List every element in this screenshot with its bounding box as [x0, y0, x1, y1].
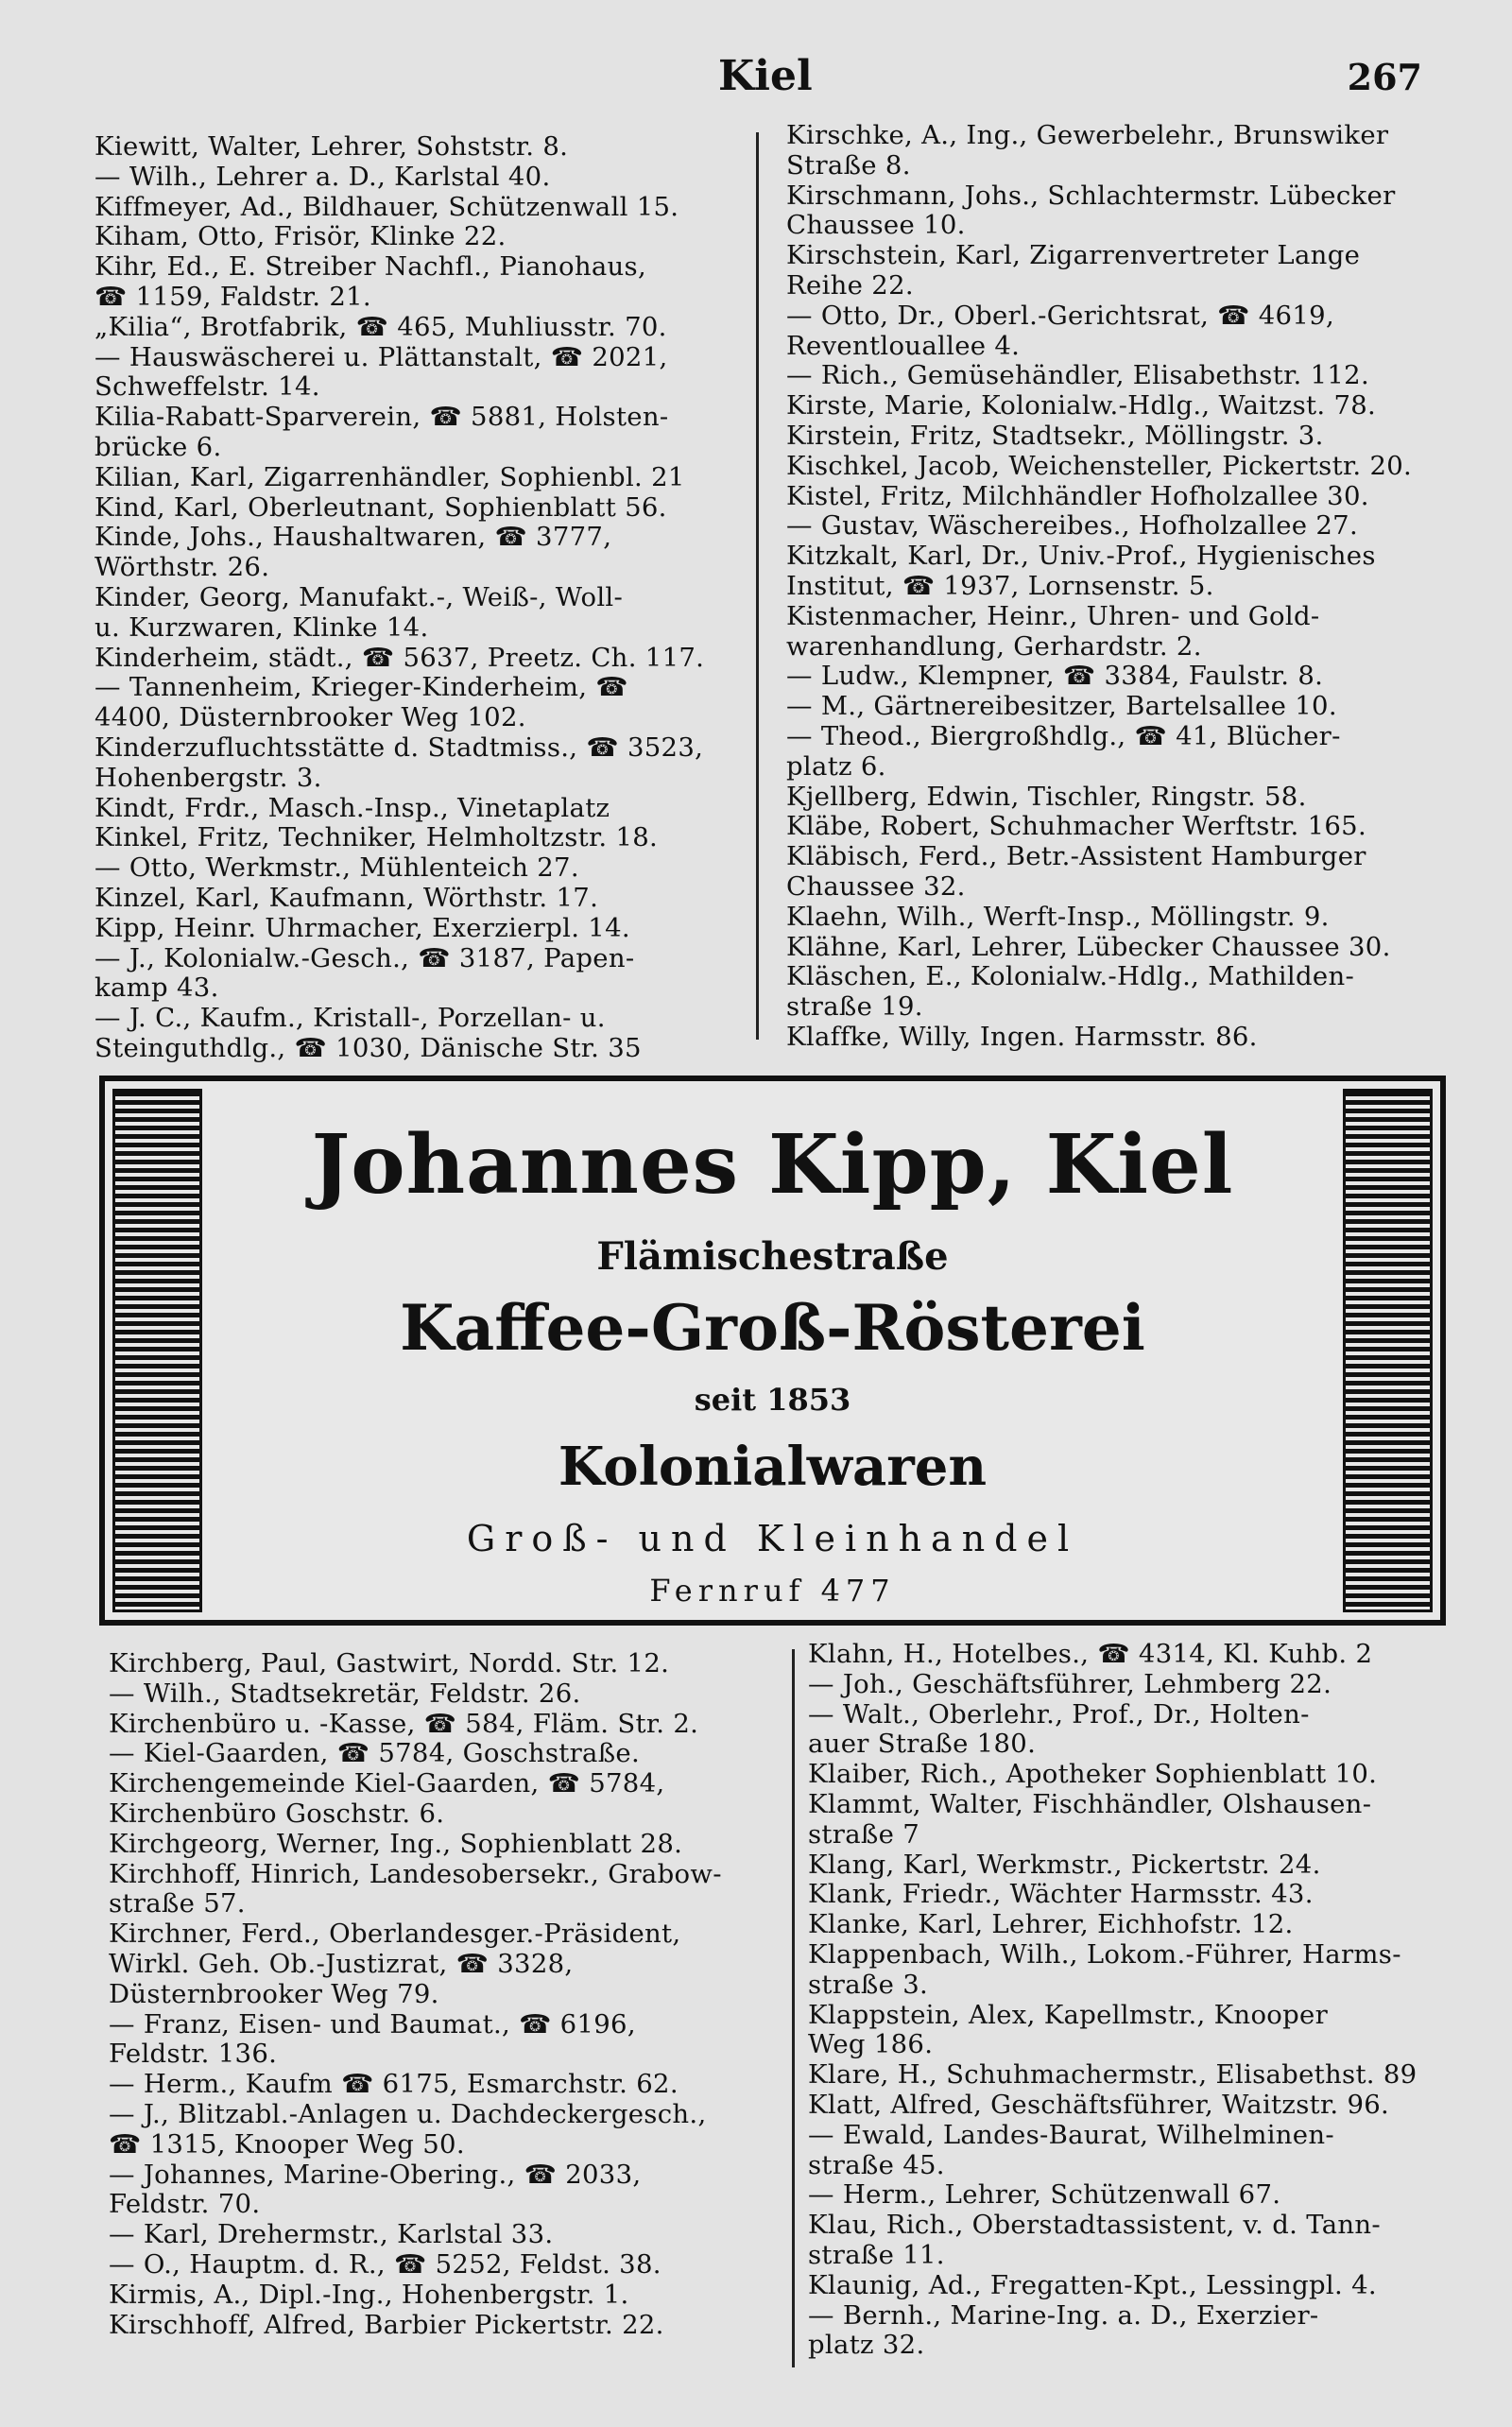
- directory-entry-line: — Rich., Gemüsehändler, Elisabethstr. 112.: [786, 360, 1370, 391]
- page-number: 267: [1347, 56, 1422, 98]
- directory-entry-line: Kiffmeyer, Ad., Bildhauer, Schützenwall 15.: [94, 191, 679, 222]
- directory-entry-line: Feldstr. 70.: [109, 2189, 261, 2220]
- directory-entry-line: Chaussee 10.: [786, 210, 966, 241]
- directory-entry-line: Kläschen, E., Kolonialw.-Hdlg., Mathilden-: [786, 961, 1355, 992]
- directory-column-top-right: [786, 121, 1448, 1053]
- directory-entry-line: straße 7: [808, 1818, 919, 1850]
- directory-entry-line: „Kilia“, Brotfabrik, ☎ 465, Muhliusstr. 70.: [94, 311, 667, 342]
- directory-entry-line: — Wilh., Stadtsekretär, Feldstr. 26.: [109, 1678, 581, 1709]
- directory-entry-line: Feldstr. 136.: [109, 2039, 278, 2070]
- directory-entry-line: ☎ 1315, Knooper Weg 50.: [109, 2128, 465, 2160]
- directory-entry-line: — M., Gärtnereibesitzer, Bartelsallee 10.: [786, 691, 1337, 722]
- directory-entry-line: — Otto, Dr., Oberl.-Gerichtsrat, ☎ 4619,: [786, 300, 1334, 331]
- directory-entry-line: Kirste, Marie, Kolonialw.-Hdlg., Waitzst. 78.: [786, 390, 1377, 422]
- directory-entry-line: u. Kurzwaren, Klinke 14.: [94, 611, 429, 643]
- directory-entry-line: Kirchgeorg, Werner, Ing., Sophienblatt 28.: [109, 1828, 683, 1859]
- directory-entry-line: platz 32.: [808, 2330, 925, 2361]
- directory-entry-line: Kistenmacher, Heinr., Uhren- und Gold-: [786, 600, 1320, 631]
- directory-entry-line: — Herm., Lehrer, Schützenwall 67.: [808, 2179, 1281, 2211]
- directory-entry-line: straße 19.: [786, 991, 923, 1023]
- directory-entry-line: Kirchenbüro u. -Kasse, ☎ 584, Fläm. Str. 2.: [109, 1708, 699, 1739]
- directory-entry-line: Schweffelstr. 14.: [94, 371, 320, 403]
- directory-entry-line: Klaiber, Rich., Apotheker Sophienblatt 10.: [808, 1759, 1378, 1790]
- directory-entry-line: Kilia-Rabatt-Sparverein, ☎ 5881, Holsten-: [94, 402, 669, 433]
- directory-entry-line: Kirschke, A., Ing., Gewerbelehr., Brunswiker: [786, 121, 1389, 150]
- directory-entry-line: Hohenbergstr. 3.: [94, 762, 322, 793]
- directory-entry-line: — J., Kolonialw.-Gesch., ☎ 3187, Papen-: [94, 942, 635, 973]
- directory-entry-line: — J., Blitzabl.-Anlagen u. Dachdeckergesch.,: [109, 2098, 707, 2129]
- directory-entry-line: Kiham, Otto, Frisör, Klinke 22.: [94, 221, 507, 252]
- directory-entry-line: Kischkel, Jacob, Weichensteller, Pickertstr. 20.: [786, 450, 1413, 481]
- directory-entry-line: — Otto, Werkmstr., Mühlenteich 27.: [94, 852, 579, 884]
- directory-entry-line: Klahn, H., Hotelbes., ☎ 4314, Kl. Kuhb. 2: [808, 1640, 1373, 1669]
- ad-trade: Groß- und Kleinhandel: [466, 1518, 1079, 1559]
- directory-entry-line: Wirkl. Geh. Ob.-Justizrat, ☎ 3328,: [109, 1948, 574, 1979]
- directory-entry-line: Kirschstein, Karl, Zigarrenvertreter Lange: [786, 240, 1361, 271]
- directory-entry-line: Klappenbach, Wilh., Lokom.-Führer, Harms-: [808, 1938, 1401, 1970]
- directory-entry-line: Kirchenbüro Goschstr. 6.: [109, 1798, 445, 1829]
- directory-entry-line: Klau, Rich., Oberstadtassistent, v. d. Tann-: [808, 2210, 1382, 2241]
- column-divider-bottom: [792, 1649, 795, 2367]
- directory-entry-line: Kinderheim, städt., ☎ 5637, Preetz. Ch. 117.: [94, 642, 705, 673]
- directory-entry-line: — Gustav, Wäschereibes., Hofholzallee 27.: [786, 510, 1359, 542]
- directory-entry-line: Chaussee 32.: [786, 870, 966, 902]
- directory-entry-line: Klähne, Karl, Lehrer, Lübecker Chaussee 30.: [786, 931, 1391, 962]
- directory-entry-line: — Bernh., Marine-Ing. a. D., Exerzier-: [808, 2299, 1319, 2331]
- ad-decorative-stripe-right: [1343, 1089, 1433, 1612]
- directory-entry-line: auer Straße 180.: [808, 1729, 1037, 1760]
- directory-entry-line: Klaffke, Willy, Ingen. Harmsstr. 86.: [786, 1021, 1258, 1052]
- directory-entry-line: 4400, Düsternbrooker Weg 102.: [94, 702, 526, 733]
- directory-entry-line: Kläbisch, Ferd., Betr.-Assistent Hamburger: [786, 841, 1366, 872]
- directory-entry-line: Klaehn, Wilh., Werft-Insp., Möllingstr. 9.: [786, 901, 1330, 932]
- directory-entry-line: Kinder, Georg, Manufakt.-, Weiß-, Woll-: [94, 581, 624, 612]
- directory-entry-line: Institut, ☎ 1937, Lornsenstr. 5.: [786, 570, 1214, 601]
- directory-entry-line: Reventlouallee 4.: [786, 330, 1021, 361]
- directory-entry-line: Weg 186.: [808, 2029, 934, 2060]
- directory-entry-line: brücke 6.: [94, 431, 222, 462]
- directory-entry-line: — Theod., Biergroßhdlg., ☎ 41, Blücher-: [786, 720, 1341, 751]
- directory-entry-line: straße 57.: [109, 1888, 246, 1919]
- directory-entry-line: Reihe 22.: [786, 269, 914, 301]
- directory-entry-line: Kinkel, Fritz, Techniker, Helmholtzstr. 18.: [94, 822, 659, 853]
- ad-since: seit 1853: [694, 1382, 851, 1418]
- directory-entry-line: ☎ 1159, Faldstr. 21.: [94, 281, 371, 312]
- directory-entry-line: — Tannenheim, Krieger-Kinderheim, ☎: [94, 672, 628, 703]
- ad-goods: Kolonialwaren: [558, 1436, 988, 1498]
- directory-entry-line: Klappstein, Alex, Kapellmstr., Knooper: [808, 1999, 1329, 2030]
- directory-entry-line: Klank, Friedr., Wächter Harmsstr. 43.: [808, 1879, 1314, 1910]
- directory-entry-line: Klanke, Karl, Lehrer, Eichhofstr. 12.: [808, 1909, 1294, 1940]
- column-divider-top: [756, 132, 759, 1040]
- directory-entry-line: Klare, H., Schuhmachermstr., Elisabethst. 89: [808, 2059, 1418, 2091]
- directory-entry-line: Kiewitt, Walter, Lehrer, Sohststr. 8.: [94, 132, 569, 162]
- directory-entry-line: — Johannes, Marine-Obering., ☎ 2033,: [109, 2159, 642, 2190]
- directory-entry-line: straße 45.: [808, 2149, 945, 2180]
- directory-entry-line: Kihr, Ed., E. Streiber Nachfl., Pianohaus,: [94, 251, 646, 283]
- directory-entry-line: Kläbe, Robert, Schuhmacher Werftstr. 165.: [786, 811, 1367, 842]
- directory-entry-line: — Walt., Oberlehr., Prof., Dr., Holten-: [808, 1698, 1310, 1730]
- directory-entry-line: Klaunig, Ad., Fregatten-Kpt., Lessingpl. 4.: [808, 2269, 1377, 2300]
- ad-business: Kaffee-Groß-Rösterei: [400, 1291, 1145, 1365]
- directory-entry-line: Kirchhoff, Hinrich, Landesobersekr., Grabow-: [109, 1858, 722, 1889]
- directory-entry-line: — J. C., Kaufm., Kristall-, Porzellan- u.: [94, 1003, 606, 1034]
- directory-entry-line: Kirmis, A., Dipl.-Ing., Hohenbergstr. 1.: [109, 2279, 629, 2310]
- directory-entry-line: Kirchengemeinde Kiel-Gaarden, ☎ 5784,: [109, 1768, 665, 1799]
- directory-entry-line: Düsternbrooker Weg 79.: [109, 1978, 439, 2009]
- directory-entry-line: — Joh., Geschäftsführer, Lehmberg 22.: [808, 1668, 1332, 1699]
- directory-entry-line: Kilian, Karl, Zigarrenhändler, Sophienbl. 21: [94, 461, 685, 492]
- directory-entry-line: Straße 8.: [786, 149, 911, 181]
- directory-entry-line: Kinzel, Karl, Kaufmann, Wörthstr. 17.: [94, 882, 599, 913]
- directory-entry-line: Kind, Karl, Oberleutnant, Sophienblatt 56.: [94, 491, 667, 523]
- directory-entry-line: — Kiel-Gaarden, ☎ 5784, Goschstraße.: [109, 1738, 641, 1769]
- advertisement-box: [99, 1076, 1446, 1626]
- ad-decorative-stripe-left: [112, 1089, 202, 1612]
- directory-entry-line: — Herm., Kaufm ☎ 6175, Esmarchstr. 62.: [109, 2069, 679, 2100]
- directory-column-bottom-right: [808, 1640, 1469, 2361]
- ad-phone: Fernruf 477: [649, 1573, 896, 1609]
- directory-entry-line: Kirchberg, Paul, Gastwirt, Nordd. Str. 12.: [109, 1649, 670, 1678]
- directory-entry-line: — Wilh., Lehrer a. D., Karlstal 40.: [94, 161, 551, 192]
- directory-entry-line: — Ludw., Klempner, ☎ 3384, Faulstr. 8.: [786, 661, 1324, 692]
- directory-entry-line: Wörthstr. 26.: [94, 552, 270, 583]
- directory-entry-line: Kirchner, Ferd., Oberlandesger.-Präsident,: [109, 1919, 681, 1950]
- directory-entry-line: straße 11.: [808, 2239, 945, 2270]
- directory-entry-line: — Franz, Eisen- und Baumat., ☎ 6196,: [109, 2008, 636, 2040]
- directory-entry-line: Kirschhoff, Alfred, Barbier Pickertstr. 22.: [109, 2309, 664, 2340]
- directory-entry-line: Kirstein, Fritz, Stadtsekr., Möllingstr. 3.: [786, 420, 1324, 451]
- ad-street: Flämischestraße: [596, 1234, 949, 1279]
- directory-entry-line: platz 6.: [786, 750, 886, 782]
- directory-entry-line: warenhandlung, Gerhardstr. 2.: [786, 630, 1202, 662]
- directory-entry-line: Kistel, Fritz, Milchhändler Hofholzallee 30.: [786, 480, 1369, 511]
- directory-entry-line: Kitzkalt, Karl, Dr., Univ.-Prof., Hygienisches: [786, 541, 1376, 572]
- running-head: [0, 52, 1512, 109]
- directory-entry-line: straße 3.: [808, 1969, 929, 2000]
- directory-column-top-left: [94, 132, 747, 1064]
- directory-entry-line: Kipp, Heinr. Uhrmacher, Exerzierpl. 14.: [94, 912, 630, 943]
- directory-entry-line: — Hauswäscherei u. Plättanstalt, ☎ 2021,: [94, 341, 668, 372]
- page-header-title: Kiel: [718, 52, 813, 100]
- directory-entry-line: — Karl, Drehermstr., Karlstal 33.: [109, 2219, 554, 2250]
- directory-entry-line: Kinderzufluchtsstätte d. Stadtmiss., ☎ 3523,: [94, 732, 704, 763]
- directory-entry-line: Kirschmann, Johs., Schlachtermstr. Lübecker: [786, 180, 1396, 211]
- directory-entry-line: Klammt, Walter, Fischhändler, Olshausen-: [808, 1788, 1372, 1819]
- directory-entry-line: — Ewald, Landes-Baurat, Wilhelminen-: [808, 2119, 1334, 2150]
- directory-column-bottom-left: [109, 1649, 780, 2340]
- directory-entry-line: kamp 43.: [94, 973, 219, 1004]
- directory-entry-line: Klang, Karl, Werkmstr., Pickertstr. 24.: [808, 1849, 1321, 1880]
- directory-entry-line: Kjellberg, Edwin, Tischler, Ringstr. 58.: [786, 781, 1307, 812]
- directory-entry-line: Kindt, Frdr., Masch.-Insp., Vinetaplatz: [94, 792, 610, 823]
- directory-entry-line: Steinguthdlg., ☎ 1030, Dänische Str. 35: [94, 1032, 642, 1063]
- directory-entry-line: Klatt, Alfred, Geschäftsführer, Waitzstr. 96.: [808, 2089, 1390, 2120]
- directory-entry-line: Kinde, Johs., Haushaltwaren, ☎ 3777,: [94, 522, 612, 553]
- directory-entry-line: — O., Hauptm. d. R., ☎ 5252, Feldst. 38.: [109, 2248, 662, 2280]
- ad-company-name: Johannes Kipp, Kiel: [311, 1117, 1234, 1213]
